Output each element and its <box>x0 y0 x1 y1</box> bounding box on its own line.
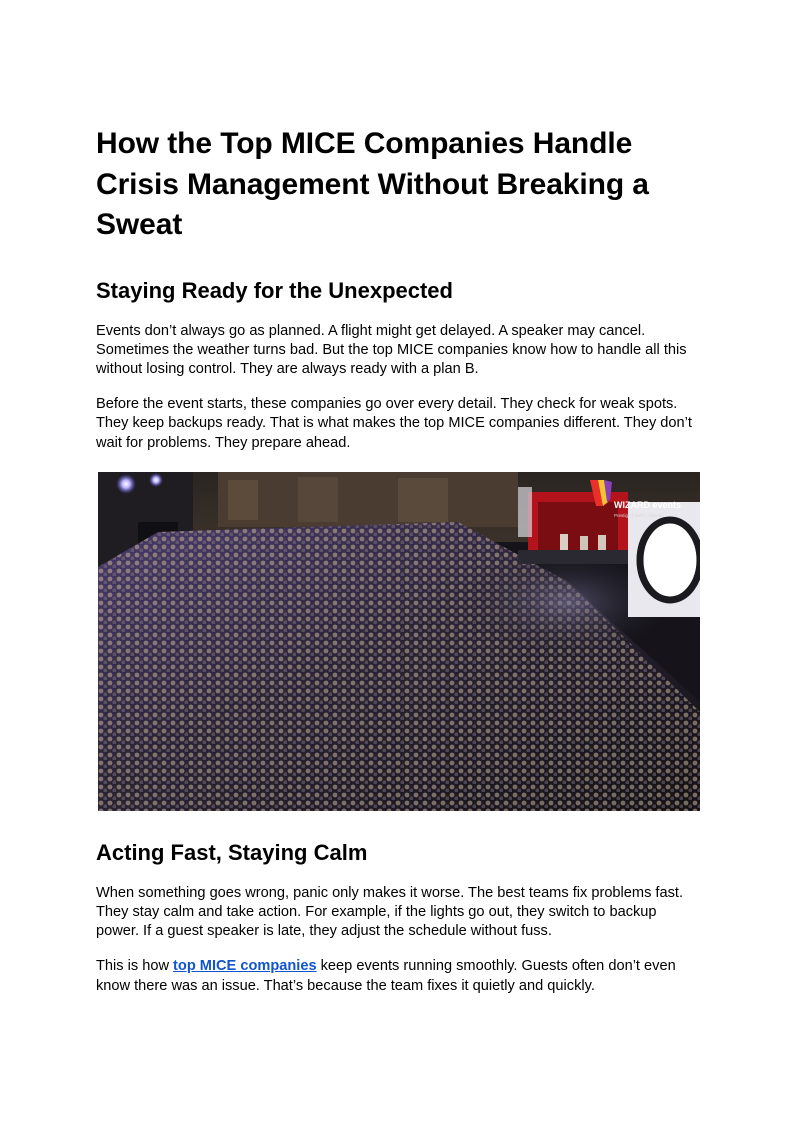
speaker <box>580 536 588 550</box>
link-trailing-text: keep events running smoothly. Guests often don’t even know there was an issue. That’s because the team fixes it quietly and quickly. <box>96 958 676 994</box>
article-title: How the Top MICE Companies Handle Crisis Management Without Breaking a Sweat <box>96 127 649 241</box>
conference-hall-photo <box>98 472 700 811</box>
speaker <box>560 534 568 550</box>
document-page <box>96 124 700 996</box>
side-screen-left <box>518 487 532 537</box>
section-heading-calm: Acting Fast, Staying Calm <box>96 839 368 865</box>
stage-lamp <box>116 474 136 494</box>
speaker <box>598 535 606 550</box>
section-heading-ready: Staying Ready for the Unexpected <box>96 277 453 303</box>
wall-panel <box>228 480 258 520</box>
paragraph-prepare: Before the event starts, these companies go over every detail. They check for weak spots. They keep backups ready. That is what makes the top MICE companies different. They don’t wait for problems. They prepare ahead. <box>96 396 692 451</box>
link-lead-text: This is how <box>96 958 174 975</box>
paragraph-unexpected: Events don’t always go as planned. A flight might get delayed. A speaker may cancel. Sometimes the weather turns bad. But the top MICE companies know how to handle all this without losing control. They are always ready with a plan B. <box>96 322 687 377</box>
back-wall <box>218 472 518 527</box>
logo-tagline: Prestige | Tarifs | Saveur <box>614 512 663 518</box>
wall-panel <box>398 478 448 522</box>
paragraph-running-smoothly <box>96 957 700 995</box>
paragraph-act-fast: When something goes wrong, panic only makes it worse. The best teams fix problems fast. They stay calm and take action. For example, if the lights go out, they switch to backup power. If a guest speaker is late, they adjust the schedule without fuss. <box>96 884 683 940</box>
logo-text: WIZARD events <box>614 499 682 510</box>
wall-panel <box>298 477 338 522</box>
projection-ring <box>640 520 700 600</box>
stage-lamp <box>149 473 163 487</box>
top-mice-companies-link[interactable]: top MICE companies <box>173 958 317 975</box>
